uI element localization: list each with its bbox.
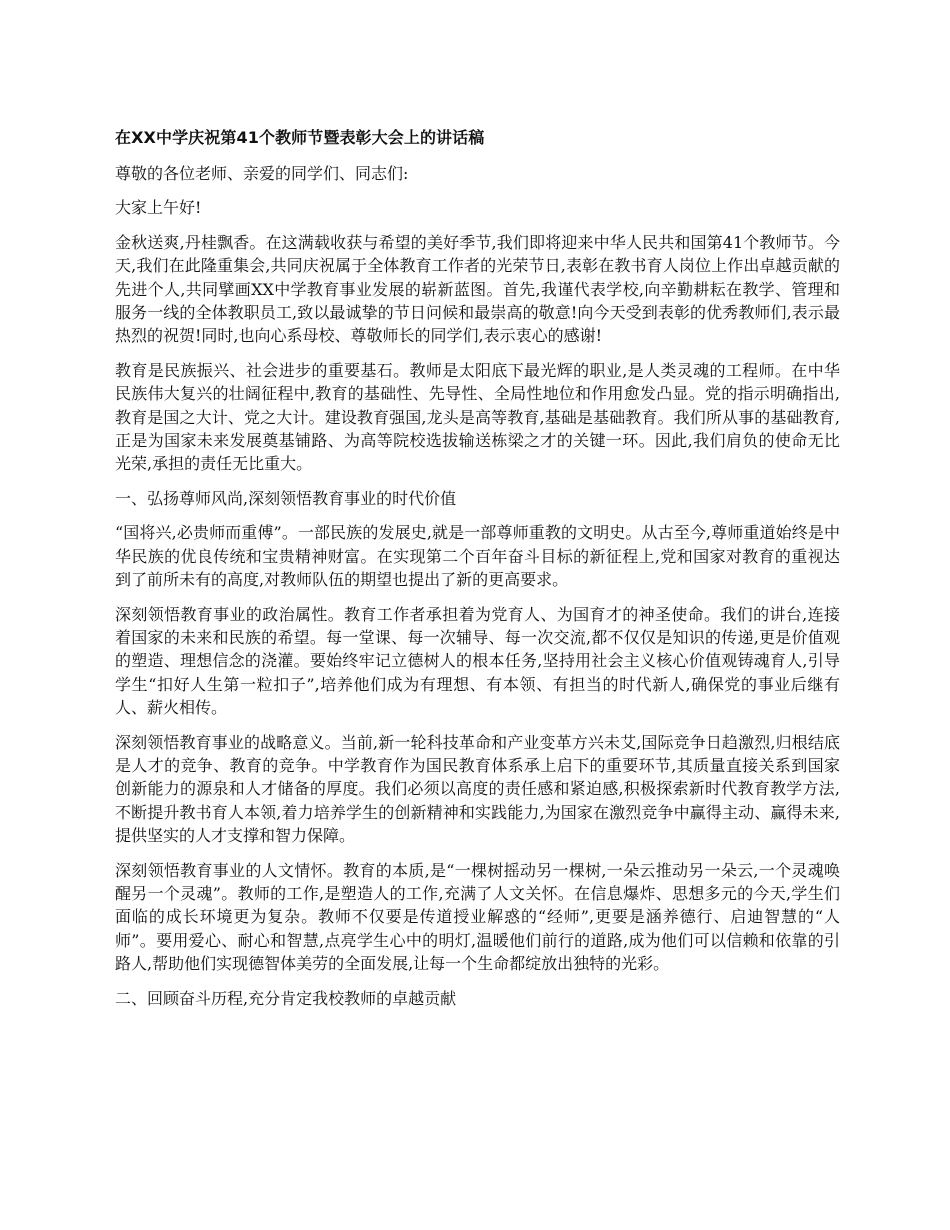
intro-paragraph-2: 教育是民族振兴、社会进步的重要基石。教师是太阳底下最光辉的职业,是人类灵魂的工程师。在中华民族伟大复兴的壮阔征程中,教育的基础性、先导性、全局性地位和作用愈发凸显。党的指示明确指出,教育是国之大计、党之大计。建设教育强国,龙头是高等教育,基础是基础教育。我们所从事的基础教育,正是为国家未来发展奠基铺路、为高等院校选拔输送栋梁之才的关键一环。因此,我们肩负的使命无比光荣,承担的责任无比重大。 xyxy=(115,360,840,474)
greeting: 大家上午好! xyxy=(115,198,202,218)
document-page xyxy=(115,126,840,1021)
salutation: 尊敬的各位老师、亲爱的同学们、同志们: xyxy=(115,164,409,183)
document-title: 在XX中学庆祝第41个教师节暨表彰大会上的讲话稿 xyxy=(115,128,485,147)
section-1-paragraph-4: 深刻领悟教育事业的人文情怀。教育的本质,是“一棵树摇动另一棵树,一朵云推动另一朵云,一个灵魂唤醒另一个灵魂”。教师的工作,是塑造人的工作,充满了人文关怀。在信息爆炸、思想多元的今天,学生们面临的成长环境更为复杂。教师不仅要是传道授业解惑的“经师”,更要是涵养德行、启迪智慧的“人师”。要用爱心、耐心和智慧,点亮学生心中的明灯,温暖他们前行的道路,成为他们可以信赖和依靠的引路人,帮助他们实现德智体美劳的全面发展,让每一个生命都绽放出独特的光彩。 xyxy=(115,860,840,974)
intro-paragraph-1: 金秋送爽,丹桂飘香。在这满载收获与希望的美好季节,我们即将迎来中华人民共和国第41个教师节。今天,我们在此隆重集会,共同庆祝属于全体教育工作者的光荣节日,表彰在教书育人岗位上作出卓越贡献的先进个人,共同擘画XX中学教育事业发展的崭新蓝图。首先,我谨代表学校,向辛勤耕耘在教学、管理和服务一线的全体教职员工,致以最诚挚的节日问候和最崇高的敬意!向今天受到表彰的优秀教师们,表示最热烈的祝贺!同时,也向心系母校、尊敬师长的同学们,表示衷心的感谢! xyxy=(115,232,840,346)
section-1-heading: 一、弘扬尊师风尚,深刻领悟教育事业的时代价值 xyxy=(115,488,457,508)
section-1-paragraph-2: 深刻领悟教育事业的政治属性。教育工作者承担着为党育人、为国育才的神圣使命。我们的讲台,连接着国家的未来和民族的希望。每一堂课、每一次辅导、每一次交流,都不仅仅是知识的传递,更是价值观的塑造、理想信念的浇灌。要始终牢记立德树人的根本任务,坚持用社会主义核心价值观铸魂育人,引导学生“扣好人生第一粒扣子”,培养他们成为有理想、有本领、有担当的时代新人,确保党的事业后继有人、薪火相传。 xyxy=(115,604,840,718)
section-2-heading: 二、回顾奋斗历程,充分肯定我校教师的卓越贡献 xyxy=(115,988,457,1008)
section-1-paragraph-3: 深刻领悟教育事业的战略意义。当前,新一轮科技革命和产业变革方兴未艾,国际竞争日趋激烈,归根结底是人才的竞争、教育的竞争。中学教育作为国民教育体系承上启下的重要环节,其质量直接关系到国家创新能力的源泉和人才储备的厚度。我们必须以高度的责任感和紧迫感,积极探索新时代教育教学方法,不断提升教书育人本领,着力培养学生的创新精神和实践能力,为国家在激烈竞争中赢得主动、赢得未来,提供坚实的人才支撑和智力保障。 xyxy=(115,732,840,846)
section-1-paragraph-1: “国将兴,必贵师而重傅”。一部民族的发展史,就是一部尊师重教的文明史。从古至今,尊师重道始终是中华民族的优良传统和宝贵精神财富。在实现第二个百年奋斗目标的新征程上,党和国家对教育的重视达到了前所未有的高度,对教师队伍的期望也提出了新的更高要求。 xyxy=(115,523,840,590)
